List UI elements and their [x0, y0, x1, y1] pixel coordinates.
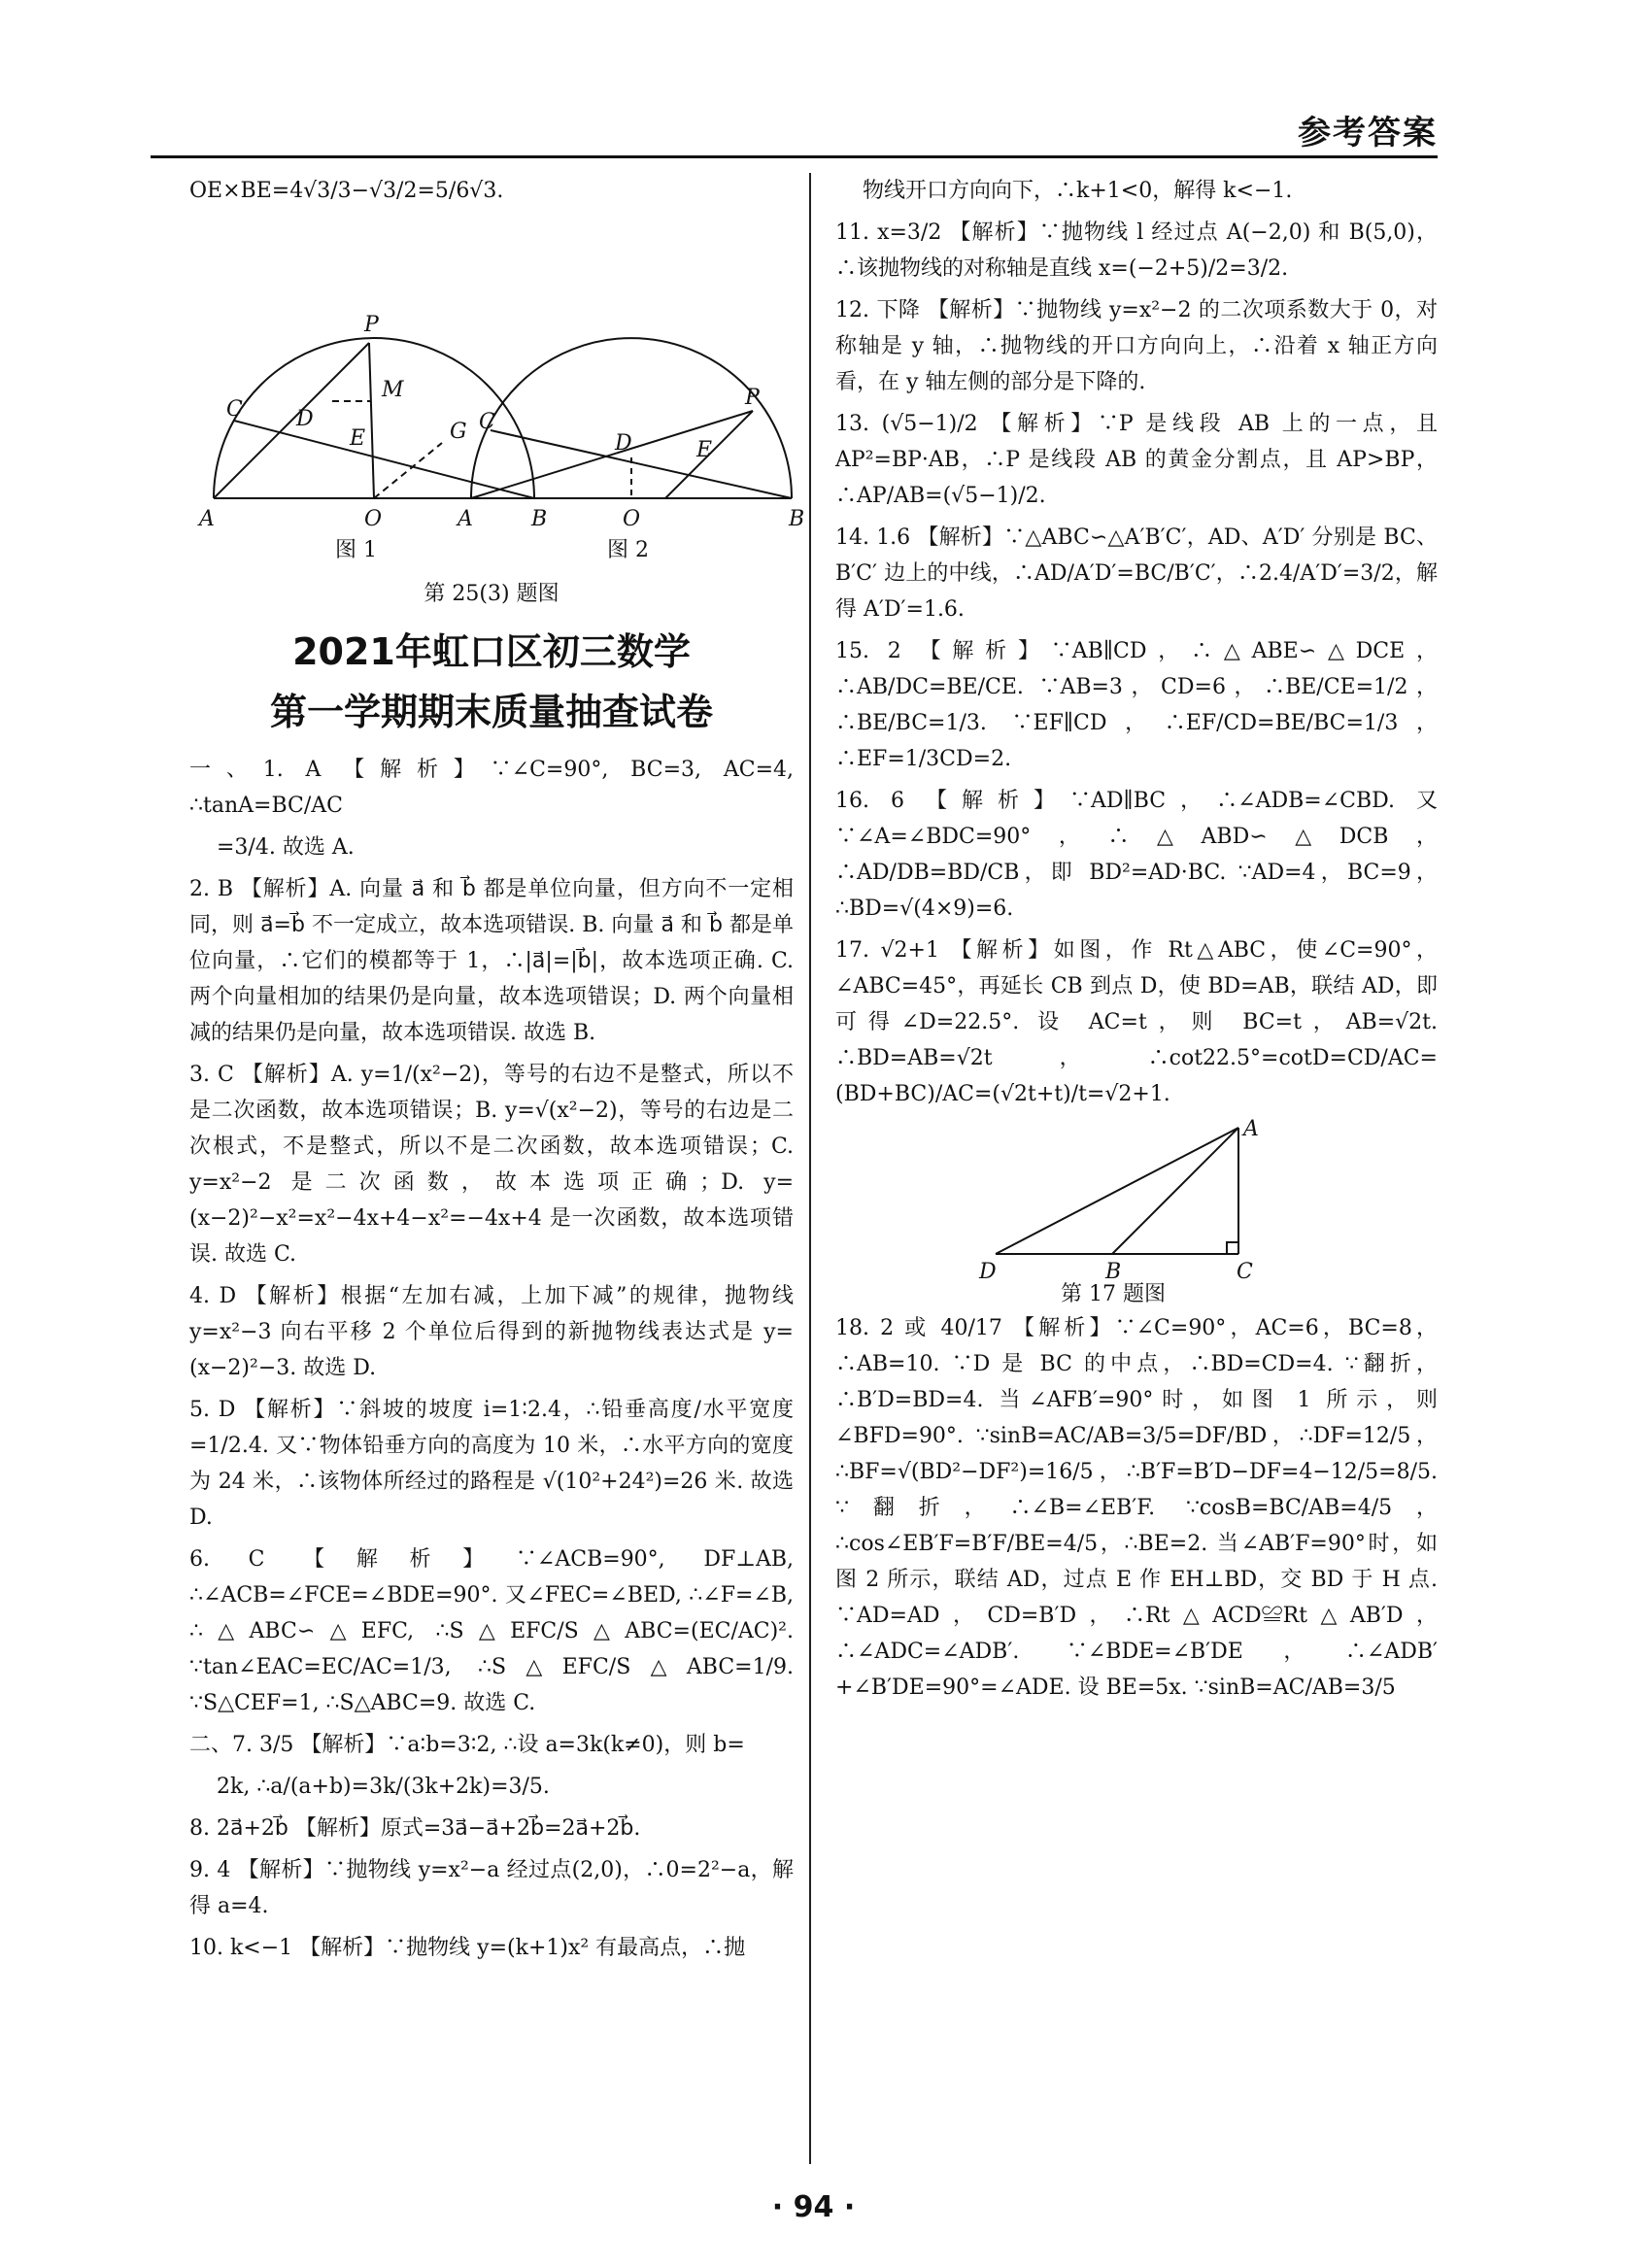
answer-q6: 6. C 【解析】∵∠ACB=90°, DF⊥AB, ∴∠ACB=∠FCE=∠BDE=90°. 又∠FEC=∠BED, ∴∠F=∠B, ∴△ABC∽△EFC, ∴S△EFC/S△ABC=(EC/AC)². ∵tan∠EAC=EC/AC=1/3, ∴S△EFC/S△ABC=1/9. ∵S△CEF=1, ∴S△ABC=9. 故选 C. [189, 1547, 794, 1715]
fig17-label-A: A [1243, 1117, 1259, 1141]
oe-line: OE×BE=4√3/3−√3/2=5/6√3. [189, 179, 504, 203]
fig1-label-P: P [364, 313, 379, 337]
exam-title-line1: 2021年虹口区初三数学 [292, 630, 691, 673]
figure-17-svg [835, 1117, 1438, 1306]
answer-q12: 12. 下降 【解析】∵抛物线 y=x²−2 的二次项系数大于 0，对称轴是 y 轴，∴抛物线的开口方向向上，∴沿着 x 轴正方向看，在 y 轴左侧的部分是下降的. [835, 298, 1438, 394]
page-number: · 94 · [771, 2190, 856, 2224]
header-title: 参考答案 [1298, 114, 1438, 152]
exam-title [189, 622, 794, 742]
fig2-label-D: D [615, 431, 632, 456]
fig2-label-A: A [458, 507, 473, 531]
fig1-label-D: D [296, 407, 314, 431]
answer-q18: 18. 2 或 40/17 【解析】∵∠C=90°，AC=6，BC=8，∴AB=10. ∵D 是 BC 的中点，∴BD=CD=4. ∵翻折，∴B′D=BD=4. 当∠AFB′=90°时，如图 1 所示，则∠BFD=90°. ∵sinB=AC/AB=3/5=DF/BD，∴DF=12/5，∴BF=√(BD²−DF²)=16/5，∴B′F=B′D−DF=4−12/5=8/5. ∵翻折，∴∠B=∠EB′F. ∵cosB=BC/AB=4/5，∴cos∠EB′F=B′F/BE=4/5，∴BE=2. 当∠AB′F=90°时，如图 2 所示，联结 AD，过点 E 作 EH⊥BD，交 BD 于 H 点. ∵AD=AD，CD=B′D，∴Rt△ACD≌Rt△AB′D，∴∠ADC=∠ADB′. ∵∠BDE=∠B′DE，∴∠ADB′+∠B′DE=90°=∠ADE. 设 BE=5x. ∵sinB=AC/AB=3/5 [835, 1316, 1438, 1700]
answer-q8: 8. 2a⃗+2b⃗ 【解析】原式=3a⃗−a⃗+2b⃗=2a⃗+2b⃗. [189, 1816, 641, 1841]
answer-q7-b: 2k, ∴a/(a+b)=3k/(3k+2k)=3/5. [217, 1775, 550, 1799]
left-column [189, 173, 805, 1972]
answer-q15: 15. 2 【解析】∵AB∥CD，∴△ABE∽△DCE，∴AB/DC=BE/CE. ∵AB=3，CD=6，∴BE/CE=1/2，∴BE/BC=1/3. ∵EF∥CD，∴EF/CD=BE/BC=1/3，∴EF=1/3CD=2. [835, 639, 1438, 771]
answer-q1-b: =3/4. 故选 A. [217, 835, 355, 860]
fig17-caption: 第 17 题图 [1061, 1282, 1166, 1306]
page-header [151, 102, 1438, 158]
answer-q5: 5. D 【解析】∵斜坡的坡度 i=1∶2.4，∴铅垂高度/水平宽度=1/2.4. 又∵物体铅垂方向的高度为 10 米，∴水平方向的宽度为 24 米，∴该物体所经过的路程是 √(10²+24²)=26 米. 故选 D. [189, 1398, 794, 1530]
fig2-label-P: P [745, 386, 760, 410]
fig17-label-B: B [1105, 1260, 1122, 1284]
exam-title-line2: 第一学期期末质量抽查试卷 [269, 691, 713, 733]
fig1-label-O: O [364, 507, 383, 531]
answer-q17: 17. √2+1 【解析】如图，作 Rt△ABC，使∠C=90°，∠ABC=45°，再延长 CB 到点 D，使 BD=AB，联结 AD，即可得∠D=22.5°. 设 AC=t，则 BC=t，AB=√2t. ∴BD=AB=√2t，∴cot22.5°=cotD=CD/AC=(BD+BC)/AC=(√2t+t)/t=√2+1. [835, 938, 1438, 1106]
fig1-label-C: C [226, 397, 243, 422]
figure-25-3-caption: 第 25(3) 题图 [424, 582, 559, 606]
answer-q14: 14. 1.6 【解析】∵△ABC∽△A′B′C′，AD、A′D′ 分别是 BC、B′C′ 边上的中线，∴AD/A′D′=BC/B′C′，∴2.4/A′D′=3/2，解得 A′D′=1.6. [835, 525, 1438, 622]
fig1-label-B: B [531, 507, 548, 531]
answer-q3: 3. C 【解析】A. y=1/(x²−2)，等号的右边不是整式，所以不是二次函数，故本选项错误；B. y=√(x²−2)，等号的右边是二次根式，不是整式，所以不是二次函数，故本选项错误；C. y=x²−2 是二次函数，故本选项正确；D. y=(x−2)²−x²=x²−4x+4−x²=−4x+4 是一次函数，故本选项错误. 故选 C. [189, 1063, 794, 1267]
fig17-label-D: D [979, 1260, 997, 1284]
fig17-label-C: C [1237, 1260, 1253, 1284]
answer-q10: 10. k<−1 【解析】∵抛物线 y=(k+1)x² 有最高点，∴抛 [189, 1936, 746, 1960]
answer-q10-cont: 物线开口方向向下，∴k+1<0，解得 k<−1. [863, 179, 1293, 203]
right-column [835, 173, 1438, 1711]
answer-q13: 13. (√5−1)/2 【解析】∵P 是线段 AB 上的一点，且 AP²=BP·AB，∴P 是线段 AB 的黄金分割点，且 AP>BP，∴AP/AB=(√5−1)/2. [835, 412, 1438, 508]
answer-q16: 16. 6 【解析】∵AD∥BC，∴∠ADB=∠CBD. 又∵∠A=∠BDC=90°，∴△ABD∽△DCB，∴AD/DB=BD/CB，即 BD²=AD·BC. ∵AD=4，BC=9，∴BD=√(4×9)=6. [835, 789, 1438, 921]
column-divider [809, 173, 811, 2164]
answer-q7-a: 二、7. 3/5 【解析】∵a∶b=3∶2, ∴设 a=3k(k≠0)，则 b= [189, 1733, 745, 1757]
answer-q4: 4. D 【解析】根据“左加右减，上加下减”的规律，抛物线 y=x²−3 向右平移 2 个单位后得到的新抛物线表达式是 y=(x−2)²−3. 故选 D. [189, 1284, 794, 1380]
figure-17 [835, 1117, 1438, 1306]
fig2-label-E: E [696, 438, 713, 462]
fig1-label-A: A [199, 507, 215, 531]
fig1-label-G: G [450, 420, 467, 444]
fig2-label-B: B [789, 507, 805, 531]
fig2-label-O: O [623, 507, 641, 531]
figure-25-3-svg [189, 217, 805, 566]
answer-q1-a: 一、1. A 【解析】∵∠C=90°, BC=3, AC=4, ∴tanA=BC/AC [189, 758, 794, 818]
fig1-label-M: M [382, 378, 404, 402]
fig2-label-C: C [479, 410, 495, 434]
answer-q11: 11. x=3/2 【解析】∵抛物线 l 经过点 A(−2,0) 和 B(5,0)，∴该抛物线的对称轴是直线 x=(−2+5)/2=3/2. [835, 220, 1438, 281]
figure-25-3 [189, 217, 805, 566]
fig1-caption: 图 1 [335, 538, 377, 562]
fig1-label-E: E [350, 426, 366, 451]
fig2-caption: 图 2 [607, 538, 649, 562]
answer-q2: 2. B 【解析】A. 向量 a⃗ 和 b⃗ 都是单位向量，但方向不一定相同，则 a⃗=b⃗ 不一定成立，故本选项错误. B. 向量 a⃗ 和 b⃗ 都是单位向量，∴它们的模都等于 1，∴|a⃗|=|b⃗|，故本选项正确. C. 两个向量相加的结果仍是向量，故本选项错误；D. 两个向量相减的结果仍是向量，故本选项错误. 故选 B. [189, 877, 794, 1045]
answer-q9: 9. 4 【解析】∵抛物线 y=x²−a 经过点(2,0)，∴0=2²−a，解得 a=4. [189, 1858, 794, 1918]
